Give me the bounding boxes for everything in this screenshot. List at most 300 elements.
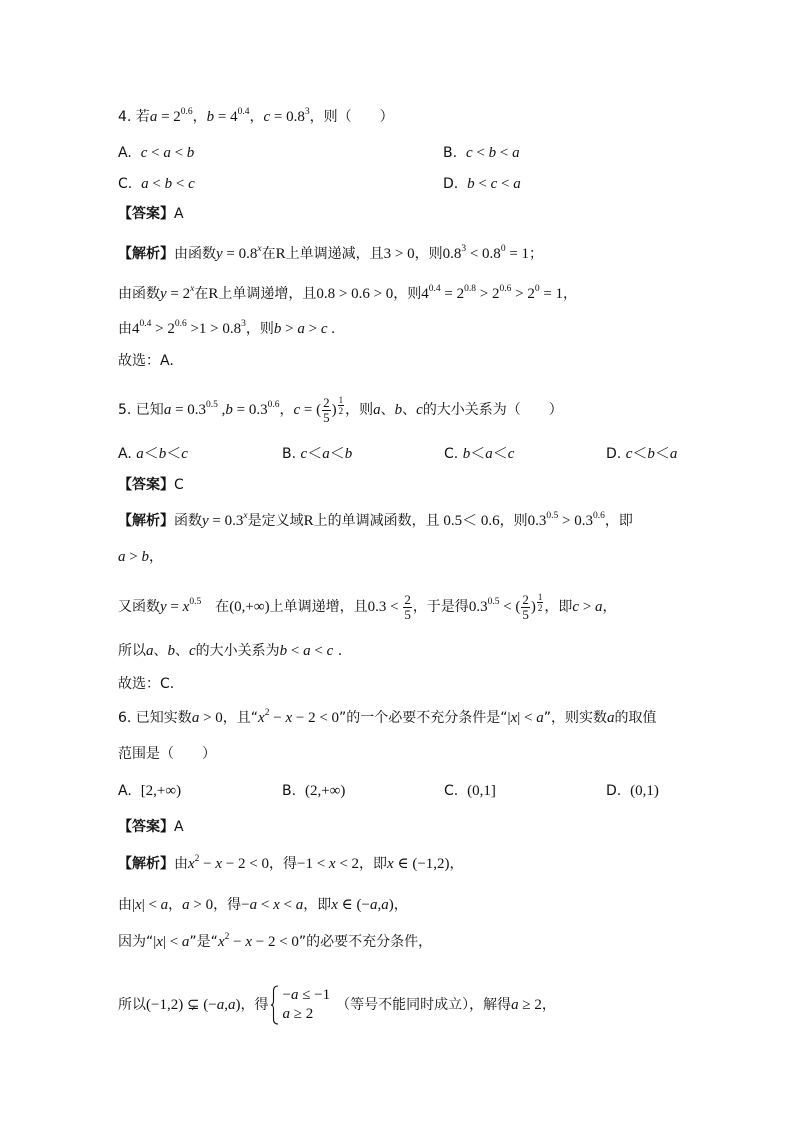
q6-option-b — [282, 779, 345, 803]
math-text: 0.8 — [442, 246, 462, 262]
math-variable: c — [181, 446, 188, 462]
math-variable: c — [300, 446, 308, 462]
math-text: 4 — [421, 286, 429, 302]
math-text: 0.8 > 0.6 > 0 — [316, 286, 394, 302]
math-variable: a — [282, 1006, 290, 1022]
math-variable: b — [462, 446, 471, 462]
text-run: B. — [282, 783, 305, 799]
math-text: < ( — [499, 599, 521, 615]
math-text: , — [217, 402, 226, 418]
q5-answer — [118, 473, 184, 497]
math-variable: a — [512, 145, 520, 161]
math-variable: b — [186, 145, 195, 161]
math-variable: a — [160, 897, 169, 913]
math-text: ) — [235, 997, 241, 1013]
q5-option-c — [444, 442, 514, 466]
math-text: > 0 — [189, 897, 214, 913]
left-brace — [270, 985, 279, 1025]
math-text: = 1 — [539, 286, 564, 302]
math-variable: a — [513, 176, 521, 192]
text-run: 所以 — [118, 997, 146, 1013]
q5-option-b — [282, 442, 352, 466]
text-run: A — [174, 206, 184, 222]
text-run: C. — [444, 446, 463, 462]
fraction-numerator: 2 — [404, 591, 411, 607]
text-run: A — [174, 819, 184, 835]
math-text: ＜ — [632, 446, 648, 462]
math-text: [2,+∞) — [140, 783, 182, 799]
math-variable: a — [163, 145, 171, 161]
math-text: < — [496, 145, 513, 161]
math-variable: c — [188, 176, 195, 192]
math-variable: a — [322, 446, 330, 462]
text-run: 故选：A. — [118, 353, 174, 369]
text-run: 在 — [261, 246, 276, 262]
text-run: 由 — [174, 856, 188, 872]
text-run: ，即 — [359, 856, 388, 872]
math-variable: c — [189, 643, 196, 659]
text-run: 又函数 — [118, 599, 160, 615]
q4-answer — [118, 202, 184, 226]
fraction-denominator: 2 — [338, 406, 344, 416]
q6-stem-line-2 — [118, 742, 216, 766]
text-run: ， — [148, 549, 163, 565]
math-text: 0.3 — [468, 599, 488, 615]
q6-analysis-line-3 — [118, 930, 432, 954]
math-variable: a — [669, 446, 678, 462]
superscript: 0.5 — [189, 597, 202, 607]
math-text: = 0.8 — [222, 246, 258, 262]
text-run: A. — [118, 446, 137, 462]
math-text: < — [287, 643, 304, 659]
math-text: ＜ — [143, 446, 159, 462]
math-text: = — [166, 599, 183, 615]
text-run: ，得 — [213, 897, 242, 913]
text-run: ”的一个必要不充分条件是“ — [339, 710, 508, 726]
section-label: 【答案】 — [118, 477, 174, 493]
math-variable: c — [326, 643, 334, 659]
text-run: C — [174, 477, 184, 493]
q5-analysis-line-5 — [118, 672, 174, 696]
q4-stem — [118, 105, 394, 129]
math-text: = 0.3 — [232, 402, 268, 418]
math-variable: x — [258, 710, 265, 726]
math-variable: a — [191, 710, 200, 726]
math-text: = 1 — [505, 246, 530, 262]
math-variable: a — [216, 997, 225, 1013]
text-run: 是定义域 — [247, 513, 304, 529]
text-run: ， — [541, 997, 556, 1013]
math-text: | < — [517, 710, 537, 726]
math-text: − 2 < 0 — [222, 856, 269, 872]
text-run: 由函数 — [174, 246, 216, 262]
math-variable: y — [202, 513, 209, 529]
math-variable: c — [490, 176, 498, 192]
case-row — [282, 986, 330, 1005]
math-variable: c — [507, 446, 515, 462]
superscript: 0.4 — [139, 319, 152, 329]
fraction-denominator: 5 — [522, 606, 529, 622]
math-text: ∈ (−1,2) — [393, 856, 450, 872]
section-label: 【答案】 — [118, 206, 174, 222]
math-text: ＜ — [307, 446, 323, 462]
text-run: ， — [168, 897, 183, 913]
math-variable: a — [149, 109, 158, 125]
math-text: (0,1) — [630, 783, 659, 799]
math-variable: x — [285, 710, 293, 726]
math-text: ) — [530, 599, 536, 615]
superscript: 0.6 — [267, 400, 280, 410]
text-run: ”的必要不充分条件， — [298, 934, 433, 950]
text-run: ，则（ ） — [309, 109, 394, 125]
math-text: ∈ (− — [337, 897, 370, 913]
text-run: A. — [118, 783, 141, 799]
superscript: 0 — [500, 244, 506, 254]
math-variable: a — [118, 549, 126, 565]
math-text: < 0.8 — [466, 246, 501, 262]
math-variable: y — [160, 286, 167, 302]
math-text: = 0.3 — [208, 513, 244, 529]
math-variable: b — [279, 643, 288, 659]
math-text: = 0.8 — [270, 109, 305, 125]
math-text: > 2 — [151, 321, 175, 337]
math-text: > — [579, 599, 596, 615]
math-text: < — [257, 897, 274, 913]
math-variable: c — [572, 599, 580, 615]
text-run: ， — [192, 109, 207, 125]
math-text: (0,+∞) — [229, 599, 270, 615]
superscript-fraction — [537, 592, 544, 613]
math-text: − 2 < 0 — [252, 934, 299, 950]
superscript: 0.6 — [499, 284, 512, 294]
text-run: ，即 — [604, 513, 633, 529]
math-variable: b — [164, 176, 173, 192]
math-variable: a — [373, 402, 381, 418]
text-run: 的取值 — [614, 710, 657, 726]
text-run: ， — [602, 599, 617, 615]
math-variable: c — [625, 446, 633, 462]
superscript: x — [257, 244, 262, 254]
math-text: 0.5＜ 0.6 — [439, 513, 500, 529]
text-run: 5. 已知 — [118, 402, 164, 418]
q6-analysis-line-4 — [118, 982, 556, 1028]
math-text: > — [281, 321, 298, 337]
math-variable: b — [344, 446, 353, 462]
q4-analysis-line-2 — [118, 282, 577, 306]
text-run: 范围是（ ） — [118, 746, 216, 762]
text-run: 、 — [153, 643, 168, 659]
text-run: 、 — [380, 402, 395, 418]
math-text: = 4 — [214, 109, 238, 125]
fraction — [403, 593, 412, 622]
text-run: ，得 — [240, 997, 269, 1013]
text-run: . — [333, 643, 343, 659]
q6-option-a — [118, 779, 181, 803]
text-run: ，得 — [268, 856, 297, 872]
text-run: 在 — [194, 286, 209, 302]
q4-analysis-line-1 — [118, 242, 543, 266]
math-variable: a — [146, 643, 154, 659]
math-text: > 2 — [511, 286, 535, 302]
math-text: ≥ 2 — [289, 1006, 314, 1022]
math-text: , — [224, 997, 228, 1013]
math-variable: c — [263, 109, 271, 125]
superscript: 3 — [461, 244, 467, 254]
math-variable: x — [135, 897, 142, 913]
section-label: 【解析】 — [118, 856, 174, 872]
text-run: ，即 — [544, 599, 573, 615]
text-run: 函数 — [174, 513, 202, 529]
math-text: ＜ — [654, 446, 670, 462]
superscript: 0.5 — [206, 400, 218, 410]
math-text: < 2 — [335, 856, 360, 872]
math-variable: c — [293, 402, 301, 418]
fraction — [521, 593, 530, 622]
text-run: B. — [443, 145, 466, 161]
math-text: = 2 — [157, 109, 181, 125]
math-variable: b — [467, 176, 475, 192]
math-variable: a — [141, 176, 149, 192]
q5-option-d — [606, 442, 677, 466]
superscript: x — [190, 284, 195, 294]
math-text: | — [153, 934, 157, 950]
text-run: D. — [606, 783, 631, 799]
text-run: C. — [444, 783, 468, 799]
math-text: > 0.3 — [558, 513, 593, 529]
math-text: >1 > 0.8 — [186, 321, 242, 337]
text-run: 由 — [118, 897, 132, 913]
math-text: − — [282, 987, 291, 1003]
math-variable: a — [606, 710, 615, 726]
text-run: 的大小关系为 — [195, 643, 280, 659]
math-text: R — [275, 246, 286, 262]
q6-option-d — [606, 779, 659, 803]
math-variable: x — [217, 934, 225, 950]
math-text: − 2 < 0 — [292, 710, 340, 726]
q6-analysis-line-1 — [118, 852, 464, 876]
case-system — [270, 985, 330, 1025]
math-text: > 2 — [476, 286, 500, 302]
section-label: 【答案】 — [118, 819, 174, 835]
math-text: = 2 — [166, 286, 191, 302]
text-run: ； — [529, 246, 544, 262]
math-text: < — [310, 643, 327, 659]
math-variable: x — [182, 599, 190, 615]
math-variable: x — [215, 856, 223, 872]
math-text: ) — [331, 402, 337, 418]
q6-analysis-line-2 — [118, 893, 408, 917]
text-run: 6. 已知实数 — [118, 710, 192, 726]
math-text: − — [229, 934, 246, 950]
math-text: | — [132, 897, 136, 913]
math-text: < — [472, 145, 489, 161]
q5-analysis-line-2 — [118, 545, 163, 569]
text-run: ， — [249, 109, 264, 125]
section-label: 【解析】 — [118, 513, 174, 529]
text-run: ，则 — [414, 246, 443, 262]
math-variable: a — [303, 643, 311, 659]
math-text: − — [241, 897, 250, 913]
text-run: C. — [118, 176, 142, 192]
text-run: 上的单调减函数，且 — [313, 513, 440, 529]
math-text: = 0.3 — [171, 402, 207, 418]
math-text: > 0 — [199, 710, 223, 726]
text-run: B. — [282, 446, 301, 462]
text-run: 4. 若 — [118, 109, 150, 125]
math-text: > — [304, 321, 321, 337]
text-run: ，则 — [499, 513, 528, 529]
math-text: ＜ — [492, 446, 508, 462]
math-text: , — [377, 897, 382, 913]
math-variable: a — [536, 710, 544, 726]
superscript: 0.4 — [237, 107, 250, 117]
q6-option-c — [444, 779, 496, 803]
math-text: (−1,2) ⊊ (− — [146, 997, 217, 1013]
math-variable: y — [216, 246, 223, 262]
q4-option-a — [118, 141, 194, 165]
q5-analysis-line-4 — [118, 639, 342, 663]
text-run: 由 — [118, 321, 132, 337]
text-run: A. — [118, 145, 141, 161]
math-variable: a — [511, 997, 519, 1013]
math-variable: b — [158, 446, 167, 462]
math-variable: b — [141, 549, 149, 565]
math-variable: a — [182, 897, 190, 913]
q4-option-d — [443, 172, 521, 196]
fraction-denominator: 5 — [323, 409, 330, 425]
fraction-numerator: 1 — [537, 592, 543, 602]
math-variable: a — [163, 402, 172, 418]
q4-analysis-line-3 — [118, 317, 335, 341]
superscript: 2 — [224, 932, 230, 942]
math-variable: x — [387, 856, 394, 872]
math-text: ＜ — [329, 446, 345, 462]
math-variable: a — [136, 446, 144, 462]
math-text: − — [269, 710, 286, 726]
math-variable: a — [381, 897, 389, 913]
math-text: | — [507, 710, 511, 726]
superscript: x — [243, 511, 248, 521]
text-run: 、 — [402, 402, 417, 418]
fraction-denominator: 2 — [537, 603, 543, 613]
math-variable: a — [227, 997, 236, 1013]
math-text: < — [172, 176, 189, 192]
fraction-denominator: 5 — [404, 606, 411, 622]
section-label: 【解析】 — [118, 246, 174, 262]
math-variable: y — [160, 599, 167, 615]
math-variable: c — [140, 145, 148, 161]
superscript: 3 — [304, 107, 310, 117]
q5-stem — [118, 394, 563, 425]
math-text: > — [125, 549, 142, 565]
math-text: = 2 — [440, 286, 465, 302]
math-text: 0.3 < — [367, 599, 403, 615]
fraction-numerator: 1 — [338, 395, 344, 405]
text-run: D. — [443, 176, 468, 192]
math-variable: b — [167, 643, 175, 659]
q6-answer — [118, 815, 184, 839]
text-run: 由函数 — [118, 286, 160, 302]
q5-analysis-line-1 — [118, 509, 633, 533]
text-run: D. — [606, 446, 626, 462]
math-text: . — [327, 321, 335, 337]
fraction-numerator: 2 — [522, 591, 529, 607]
math-text: ≥ 2 — [518, 997, 542, 1013]
math-text: R — [208, 286, 219, 302]
math-text: (2,+∞) — [304, 783, 346, 799]
superscript: 0.5 — [546, 511, 559, 521]
text-run: 所以 — [118, 643, 146, 659]
text-run: 上单调递增，且 — [218, 286, 317, 302]
math-text: (0,1] — [467, 783, 496, 799]
math-variable: a — [595, 599, 603, 615]
math-text: < — [474, 176, 491, 192]
math-text: − — [199, 856, 216, 872]
math-variable: x — [510, 710, 518, 726]
superscript: 0.5 — [487, 597, 500, 607]
math-text: ) — [388, 897, 394, 913]
case-rows — [282, 986, 330, 1024]
math-variable: b — [394, 402, 403, 418]
math-variable: a — [297, 321, 305, 337]
math-variable: a — [249, 897, 258, 913]
text-run: 故选：C. — [118, 676, 175, 692]
math-variable: x — [156, 934, 163, 950]
text-run: ，则 — [393, 286, 422, 302]
text-run: ”是“ — [189, 934, 218, 950]
math-text: ＜ — [166, 446, 182, 462]
text-run: ， — [563, 286, 578, 302]
math-text: 0.3 — [527, 513, 547, 529]
superscript-fraction — [338, 395, 345, 416]
superscript: 2 — [264, 708, 270, 718]
q5-analysis-line-3 — [118, 591, 617, 622]
math-variable: a — [485, 446, 493, 462]
q5-option-a — [118, 442, 188, 466]
math-variable: x — [328, 856, 336, 872]
text-run: 的大小关系为（ ） — [422, 402, 563, 418]
math-text: −1 < — [296, 856, 329, 872]
math-variable: b — [273, 321, 282, 337]
q4-analysis-line-4 — [118, 349, 174, 373]
math-text: < — [497, 176, 514, 192]
math-variable: c — [416, 402, 423, 418]
superscript: 0.4 — [428, 284, 441, 294]
math-text: = ( — [300, 402, 322, 418]
math-text: < — [148, 176, 165, 192]
q6-stem-line-1 — [118, 706, 656, 730]
math-variable: x — [188, 856, 195, 872]
math-variable: a — [369, 897, 378, 913]
math-variable: c — [465, 145, 473, 161]
math-text: | < — [162, 934, 182, 950]
math-variable: b — [206, 109, 215, 125]
math-variable: x — [245, 934, 252, 950]
math-variable: a — [290, 987, 299, 1003]
text-run: ， — [279, 402, 294, 418]
text-run: ， — [393, 897, 408, 913]
math-variable: a — [295, 897, 304, 913]
fraction — [322, 396, 331, 425]
text-run: （等号不能同时成立），解得 — [336, 997, 512, 1013]
superscript: 0.6 — [592, 511, 605, 521]
superscript: 0.6 — [174, 319, 187, 329]
math-variable: b — [225, 402, 233, 418]
text-run: 上单调递增，且 — [269, 599, 368, 615]
text-run: ， — [449, 856, 464, 872]
superscript: 2 — [194, 854, 200, 864]
math-text: < — [147, 145, 164, 161]
